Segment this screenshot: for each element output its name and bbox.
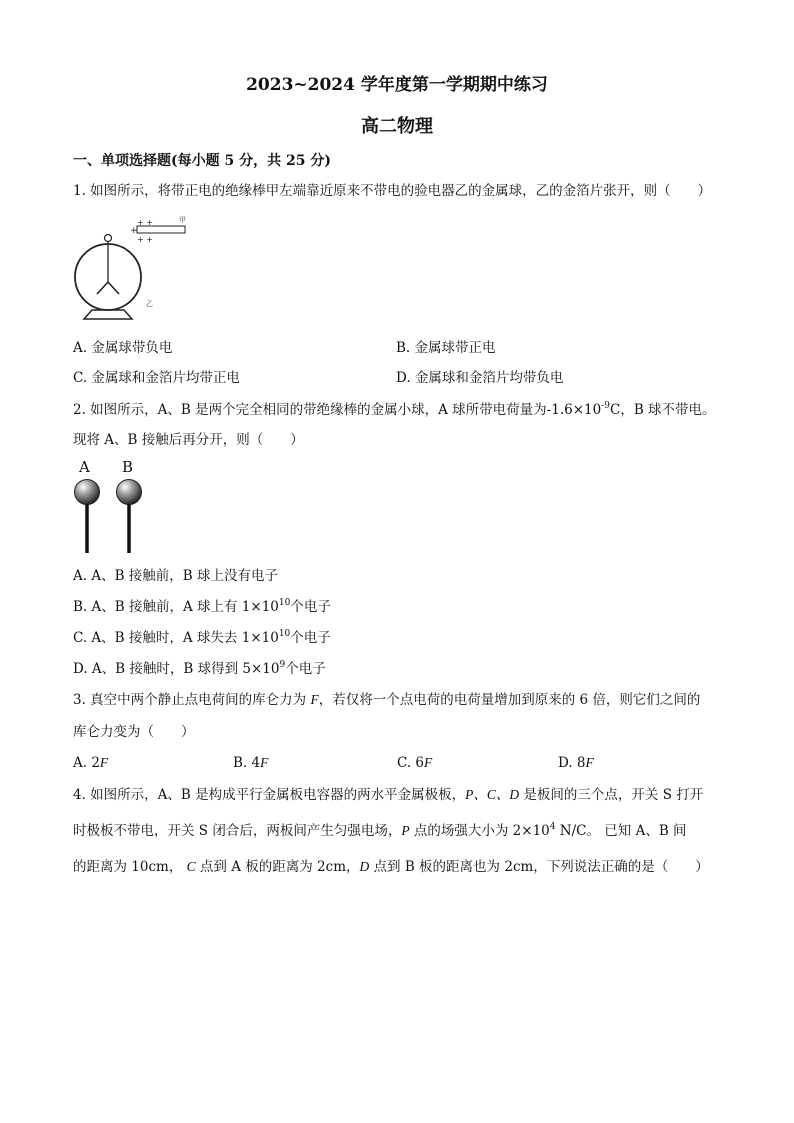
question-1-option-a[interactable]: A. 金属球带负电 [73, 340, 173, 356]
question-1-option-c[interactable]: C. 金属球和金箔片均带正电 [73, 370, 240, 386]
question-3-option-a[interactable]: A. 2F [73, 755, 109, 771]
question-1-stem: 1. 如图所示，将带正电的绝缘棒甲左端靠近原来不带电的验电器乙的金属球，乙的金箔片张开，则（ ） [73, 183, 712, 199]
gold-leaves [97, 282, 119, 294]
question-3-option-c[interactable]: C. 6F [397, 755, 433, 771]
rod-label: 甲 [179, 216, 186, 224]
sphere-label-b: B [122, 458, 134, 476]
question-2-option-d[interactable]: D. A、B 接触时，B 球得到 $5\times 10^9$个电子 [73, 660, 326, 677]
question-2-stem-line2: 现将 A、B 接触后再分开，则（ ） [73, 432, 304, 448]
question-1-option-d[interactable]: D. 金属球和金箔片均带负电 [396, 370, 564, 386]
rod-charge-top: + + [137, 218, 153, 227]
question-3-stem-line2: 库仑力变为（ ） [73, 724, 195, 740]
rod-charge-bottom: + + [137, 235, 153, 244]
section-heading: 一、单项选择题(每小题 5 分，共 25 分) [73, 153, 331, 169]
rod-charge-plus: + [130, 226, 138, 236]
question-2-option-a[interactable]: A. A、B 接触前，B 球上没有电子 [73, 568, 279, 584]
page-subtitle: 高二物理 [361, 116, 433, 137]
sphere-label-a: A [79, 458, 90, 476]
electroscope-figure [70, 212, 195, 324]
question-3-stem: 3. 真空中两个静止点电荷间的库仑力为 F，若仅将一个点电荷的电荷量增加到原来的 6 倍，则它们之间的 [73, 692, 701, 708]
question-1-option-b[interactable]: B. 金属球带正电 [396, 340, 496, 356]
page-title: 2023~2024 学年度第一学期期中练习 [246, 75, 548, 95]
question-2-option-c[interactable]: C. A、B 接触时，A 球失去 $1\times 10^{10}$个电子 [73, 629, 331, 646]
sphere-b [117, 480, 142, 505]
two-spheres-figure [70, 456, 155, 556]
question-2-option-b[interactable]: B. A、B 接触前，A 球上有 $1\times 10^{10}$个电子 [73, 598, 331, 615]
sphere-a [75, 480, 100, 505]
question-2-stem: 2. 如图所示，A、B 是两个完全相同的带绝缘棒的金属小球，A 球所带电荷量为$-1.6\times 10^{-9}C$，B 球不带电。 [73, 401, 716, 418]
question-3-option-d[interactable]: D. 8F [558, 755, 594, 771]
question-3-option-b[interactable]: B. 4F [233, 755, 269, 771]
question-4-stem-line3: 的距离为 10cm， C 点到 A 板的距离为 2cm，D 点到 B 板的距离也为 2cm，下列说法正确的是（ ） [73, 859, 709, 875]
question-4-stem-line2: 时极板不带电，开关 S 闭合后，两板间产生匀强电场，P 点的场强大小为 $2\times 10^4$ N/C。 已知 A、B 间 [73, 822, 687, 839]
charged-rod [137, 226, 185, 233]
question-4-stem-line1: 4. 如图所示，A、B 是构成平行金属板电容器的两水平金属极板，P、C、D 是板间的三个点，开关 S 打开 [73, 787, 704, 803]
device-label: 乙 [146, 300, 153, 308]
electroscope-base [84, 310, 132, 319]
metal-ball [105, 235, 112, 242]
